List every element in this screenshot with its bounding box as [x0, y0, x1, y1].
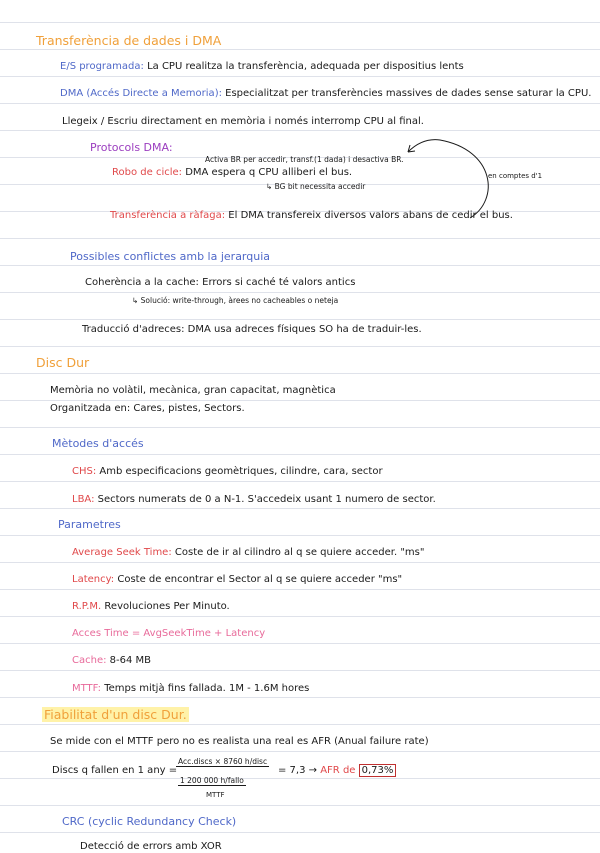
traduccio-line: [82, 324, 422, 336]
robo-cicle-label: Robo de cicle:: [112, 167, 183, 178]
latency-line: [72, 574, 402, 586]
cache-text: 8-64 MB: [109, 655, 152, 666]
latency-label: Latency:: [72, 574, 115, 585]
solucio-note: ↳ Solució: write-through, àrees no cacheables o neteja: [132, 296, 339, 305]
lba-line: [72, 494, 436, 506]
seek-line: [72, 547, 424, 559]
chs-text: Amb especificacions geomètriques, cilindre, cara, sector: [99, 466, 383, 477]
latency-text: Coste de encontrar el Sector al q se quiere acceder "ms": [117, 574, 403, 585]
es-programada-text: La CPU realitza la transferència, adequada per dispositius lents: [147, 61, 464, 72]
fiabilitat-highlight: Fiabilitat d'un disc Dur.: [44, 707, 187, 722]
mttf-line: [72, 683, 309, 695]
disc-line-2: Organitzada en: Cares, pistes, Sectors.: [50, 403, 245, 414]
fiab-lhs: Discs q fallen en 1 any =: [52, 765, 178, 776]
side-note: en comptes d'1: [488, 172, 543, 180]
fiab-line-1: Se mide con el MTTF pero no es realista una real es AFR (Anual failure rate): [50, 736, 429, 747]
mttf-label: MTTF:: [72, 683, 102, 694]
rafaga-label: Transferència a ràfaga:: [110, 210, 226, 221]
seek-label: Average Seek Time:: [72, 547, 172, 558]
robo-note-2: ↳ BG bit necessita accedir: [266, 182, 366, 191]
disc-line-1: Memòria no volàtil, mecànica, gran capacitat, magnètica: [50, 385, 336, 396]
cache-coherence-text: Errors si caché té valors antics: [202, 277, 356, 288]
cache-coherence-line: [85, 277, 355, 289]
es-programada-label: E/S programada:: [60, 61, 144, 72]
access-time-text: Acces Time = AvgSeekTime + Latency: [72, 628, 266, 639]
dma-definition-line: [60, 88, 591, 100]
robo-note-1: Activa BR per accedir, transf.(1 dada) i desactiva BR.: [205, 155, 404, 164]
parametres-title: Parametres: [58, 518, 121, 531]
crc-title: CRC (cyclic Redundancy Check): [62, 815, 237, 828]
cache-coherence-label: Coherència a la cache:: [85, 277, 199, 288]
rafaga-line: [110, 210, 513, 222]
dma-text-2: Llegeix / Escriu directament en memòria i només interromp CPU al final.: [62, 116, 424, 127]
crc-line-1: Detecció de errors amb XOR: [80, 841, 222, 852]
section-title-dma: Transferència de dades i DMA: [36, 33, 222, 48]
dma-text: Especialitzat per transferències massives de dades sense saturar la CPU.: [225, 88, 592, 99]
rafaga-text: El DMA transfereix diversos valors abans de cedir el bus.: [228, 210, 513, 221]
robo-cicle-text: DMA espera q CPU alliberi el bus.: [185, 167, 353, 178]
conflicts-title: Possibles conflictes amb la jerarquia: [70, 250, 271, 263]
seek-text: Coste de ir al cilindro al q se quiere acceder. "ms": [174, 547, 425, 558]
rpm-text: Revoluciones Per Minuto.: [104, 601, 230, 612]
chs-line: [72, 466, 383, 478]
dma-label: DMA (Accés Directe a Memoria):: [60, 88, 222, 99]
lba-label: LBA:: [72, 494, 95, 505]
fiab-result-prefix: = 7,3 →: [278, 765, 318, 776]
metodes-title: Mètodes d'accés: [52, 437, 144, 450]
robo-cicle-line: [112, 167, 352, 179]
fiab-denominator: 1 200 000 h/fallo: [180, 776, 244, 785]
mttf-text: Temps mitjà fins fallada. 1M - 1.6M hores: [104, 683, 310, 694]
rpm-label: R.P.M.: [72, 601, 102, 612]
es-programada-line: [60, 61, 464, 73]
section-title-disc: Disc Dur: [36, 355, 90, 370]
afr-label: AFR de: [320, 765, 356, 776]
chs-label: CHS:: [72, 466, 97, 477]
traduccio-text: DMA usa adreces físiques SO ha de traduir-les.: [187, 324, 422, 335]
fiab-result: [278, 765, 396, 777]
cache-line: [72, 655, 151, 667]
afr-value: 0,73%: [359, 764, 397, 777]
lba-text: Sectors numerats de 0 a N-1. S'accedeix usant 1 numero de sector.: [97, 494, 436, 505]
traduccio-label: Traducció d'adreces:: [82, 324, 185, 335]
fiab-numerator: Acc.discs × 8760 h/disc: [178, 757, 268, 766]
rpm-line: [72, 601, 230, 613]
fiab-denominator-note: MTTF: [206, 791, 225, 799]
cache-label: Cache:: [72, 655, 107, 666]
protocols-dma-title: Protocols DMA:: [90, 141, 173, 154]
section-title-fiabilitat: [42, 707, 189, 722]
